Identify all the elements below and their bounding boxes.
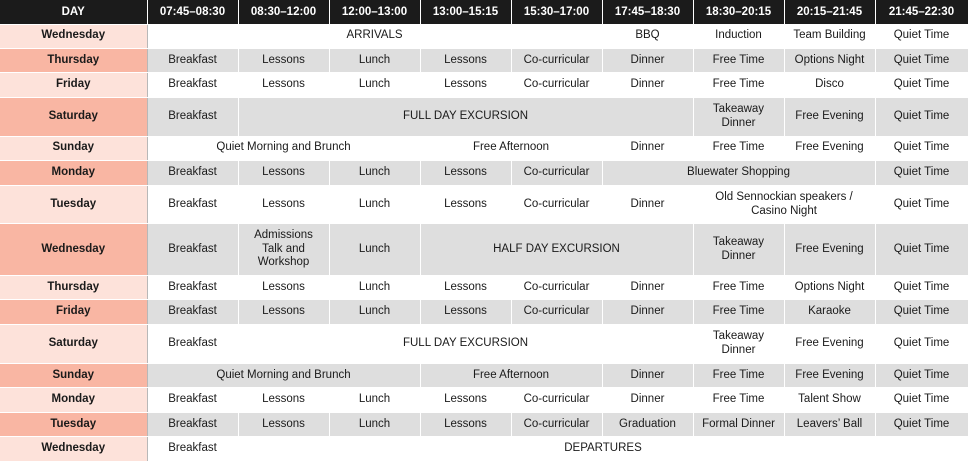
activity-cell: Breakfast — [147, 388, 238, 413]
activity-cell: Co-curricular — [511, 185, 602, 224]
activity-cell: Quiet Time — [875, 48, 968, 73]
header-time-slot: 18:30–20:15 — [693, 0, 784, 25]
activity-cell: Lunch — [329, 48, 420, 73]
activity-cell: Lunch — [329, 300, 420, 325]
activity-cell: Quiet Time — [875, 136, 968, 161]
header-time-slot: 12:00–13:00 — [329, 0, 420, 25]
activity-cell: Breakfast — [147, 161, 238, 186]
day-label: Saturday — [0, 97, 147, 136]
day-label: Monday — [0, 161, 147, 186]
day-label: Monday — [0, 388, 147, 413]
activity-line: Workshop — [257, 256, 310, 269]
activity-cell: Co-curricular — [511, 300, 602, 325]
activity-cell: Quiet Time — [875, 224, 968, 275]
activity-cell: Quiet Time — [875, 300, 968, 325]
activity-cell: Leavers’ Ball — [784, 412, 875, 437]
day-label: Friday — [0, 73, 147, 98]
activity-cell: Lessons — [238, 388, 329, 413]
day-label: Thursday — [0, 48, 147, 73]
activity-cell: HALF DAY EXCURSION — [420, 224, 693, 275]
schedule-row — [0, 73, 968, 98]
schedule-row — [0, 363, 968, 388]
day-label: Tuesday — [0, 412, 147, 437]
activity-cell: Quiet Time — [875, 161, 968, 186]
header-time-slot: 15:30–17:00 — [511, 0, 602, 25]
activity-cell: Lessons — [238, 161, 329, 186]
activity-cell: Dinner — [602, 300, 693, 325]
schedule-row — [0, 300, 968, 325]
activity-cell: Induction — [693, 25, 784, 49]
activity-cell: Free Time — [693, 300, 784, 325]
activity-cell: Free Time — [693, 73, 784, 98]
activity-cell: Co-curricular — [511, 73, 602, 98]
header-time-slot: 20:15–21:45 — [784, 0, 875, 25]
day-label: Saturday — [0, 324, 147, 363]
activity-cell: Free Time — [693, 275, 784, 300]
schedule-row — [0, 25, 968, 49]
activity-cell — [693, 185, 875, 224]
activity-cell: Quiet Time — [875, 73, 968, 98]
schedule-row — [0, 161, 968, 186]
activity-cell: Breakfast — [147, 185, 238, 224]
activity-cell — [693, 324, 784, 363]
activity-cell: Disco — [784, 73, 875, 98]
header-time-slot: 17:45–18:30 — [602, 0, 693, 25]
activity-cell: Free Evening — [784, 97, 875, 136]
day-label: Wednesday — [0, 224, 147, 275]
activity-cell: Bluewater Shopping — [602, 161, 875, 186]
activity-cell: Lunch — [329, 224, 420, 275]
activity-cell: Graduation — [602, 412, 693, 437]
header-row — [0, 0, 968, 25]
activity-cell: BBQ — [602, 25, 693, 49]
activity-cell: Free Time — [693, 136, 784, 161]
activity-cell: Lessons — [420, 73, 511, 98]
activity-line: Dinner — [721, 249, 756, 262]
header-day: DAY — [0, 0, 147, 25]
activity-line: Takeaway — [712, 330, 765, 343]
activity-line: Dinner — [721, 343, 756, 356]
activity-line: Takeaway — [712, 235, 765, 248]
activity-cell: Free Evening — [784, 363, 875, 388]
activity-cell: Lessons — [420, 185, 511, 224]
activity-cell: Free Evening — [784, 136, 875, 161]
activity-cell — [693, 97, 784, 136]
activity-cell: Options Night — [784, 48, 875, 73]
header-time-slot: 08:30–12:00 — [238, 0, 329, 25]
activity-cell: Co-curricular — [511, 388, 602, 413]
activity-cell: Breakfast — [147, 300, 238, 325]
schedule-row — [0, 97, 968, 136]
activity-line: Takeaway — [712, 103, 765, 115]
activity-cell — [693, 224, 784, 275]
activity-cell: Lessons — [420, 48, 511, 73]
activity-cell: Breakfast — [147, 412, 238, 437]
schedule-row — [0, 324, 968, 363]
activity-cell: Lessons — [420, 275, 511, 300]
activity-cell: Dinner — [602, 73, 693, 98]
activity-cell: Dinner — [602, 136, 693, 161]
schedule-row — [0, 275, 968, 300]
activity-cell: Co-curricular — [511, 412, 602, 437]
schedule-row — [0, 412, 968, 437]
activity-cell: Dinner — [602, 48, 693, 73]
activity-cell: Free Afternoon — [420, 136, 602, 161]
activity-cell: Free Evening — [784, 224, 875, 275]
day-label: Tuesday — [0, 185, 147, 224]
activity-line: Talk and — [262, 242, 305, 255]
day-label: Wednesday — [0, 25, 147, 49]
activity-cell: Lunch — [329, 73, 420, 98]
activity-cell: Free Time — [693, 48, 784, 73]
activity-line: Casino Night — [751, 204, 817, 217]
activity-cell: Lessons — [238, 73, 329, 98]
header-time-slot: 21:45–22:30 — [875, 0, 968, 25]
activity-cell: Quiet Morning and Brunch — [147, 136, 420, 161]
schedule-row — [0, 388, 968, 413]
activity-cell: Team Building — [784, 25, 875, 49]
activity-cell: Quiet Time — [875, 388, 968, 413]
header-time-slot: 13:00–15:15 — [420, 0, 511, 25]
activity-line: Dinner — [721, 116, 756, 129]
activity-line: Old Sennockian speakers / — [715, 190, 853, 203]
activity-cell: Co-curricular — [511, 161, 602, 186]
schedule-row — [0, 224, 968, 275]
activity-cell: Quiet Time — [875, 275, 968, 300]
activity-cell: Lunch — [329, 161, 420, 186]
activity-cell: Breakfast — [147, 275, 238, 300]
schedule-row — [0, 48, 968, 73]
activity-cell: Co-curricular — [511, 275, 602, 300]
activity-cell: Quiet Time — [875, 185, 968, 224]
activity-cell: Lessons — [420, 412, 511, 437]
activity-cell: Lessons — [238, 185, 329, 224]
day-label: Sunday — [0, 136, 147, 161]
activity-cell: Lunch — [329, 185, 420, 224]
activity-cell: Dinner — [602, 388, 693, 413]
activity-cell: Quiet Time — [875, 97, 968, 136]
activity-cell: Quiet Time — [875, 25, 968, 49]
day-label: Thursday — [0, 275, 147, 300]
day-label: Sunday — [0, 363, 147, 388]
header-time-slot: 07:45–08:30 — [147, 0, 238, 25]
day-label: Friday — [0, 300, 147, 325]
activity-cell: FULL DAY EXCURSION — [238, 324, 693, 363]
schedule-row — [0, 437, 968, 462]
activity-cell: Free Evening — [784, 324, 875, 363]
activity-cell: DEPARTURES — [238, 437, 968, 462]
schedule-body — [0, 25, 968, 462]
activity-cell: ARRIVALS — [147, 25, 602, 49]
activity-cell: Formal Dinner — [693, 412, 784, 437]
activity-cell: Breakfast — [147, 324, 238, 363]
activity-cell: Quiet Morning and Brunch — [147, 363, 420, 388]
activity-cell: Lessons — [238, 300, 329, 325]
activity-cell: Breakfast — [147, 48, 238, 73]
activity-cell: Lunch — [329, 412, 420, 437]
activity-cell: Co-curricular — [511, 48, 602, 73]
activity-cell: FULL DAY EXCURSION — [238, 97, 693, 136]
activity-cell: Lessons — [238, 275, 329, 300]
activity-cell: Free Time — [693, 363, 784, 388]
activity-cell: Quiet Time — [875, 363, 968, 388]
activity-cell: Karaoke — [784, 300, 875, 325]
activity-line: Admissions — [254, 229, 313, 242]
activity-cell: Free Time — [693, 388, 784, 413]
activity-cell: Dinner — [602, 185, 693, 224]
activity-cell: Lessons — [420, 161, 511, 186]
activity-cell: Lessons — [238, 412, 329, 437]
activity-cell: Lunch — [329, 275, 420, 300]
activity-cell — [238, 224, 329, 275]
activity-cell: Lunch — [329, 388, 420, 413]
activity-cell: Quiet Time — [875, 324, 968, 363]
activity-cell: Dinner — [602, 363, 693, 388]
activity-cell: Options Night — [784, 275, 875, 300]
activity-cell: Quiet Time — [875, 412, 968, 437]
activity-cell: Breakfast — [147, 224, 238, 275]
activity-cell: Lessons — [420, 300, 511, 325]
activity-cell: Lessons — [420, 388, 511, 413]
activity-cell: Lessons — [238, 48, 329, 73]
activity-cell: Free Afternoon — [420, 363, 602, 388]
schedule-row — [0, 136, 968, 161]
day-label: Wednesday — [0, 437, 147, 462]
activity-cell: Breakfast — [147, 437, 238, 462]
schedule-row — [0, 185, 968, 224]
activity-cell: Dinner — [602, 275, 693, 300]
activity-cell: Breakfast — [147, 97, 238, 136]
activity-cell: Breakfast — [147, 73, 238, 98]
activity-cell: Talent Show — [784, 388, 875, 413]
